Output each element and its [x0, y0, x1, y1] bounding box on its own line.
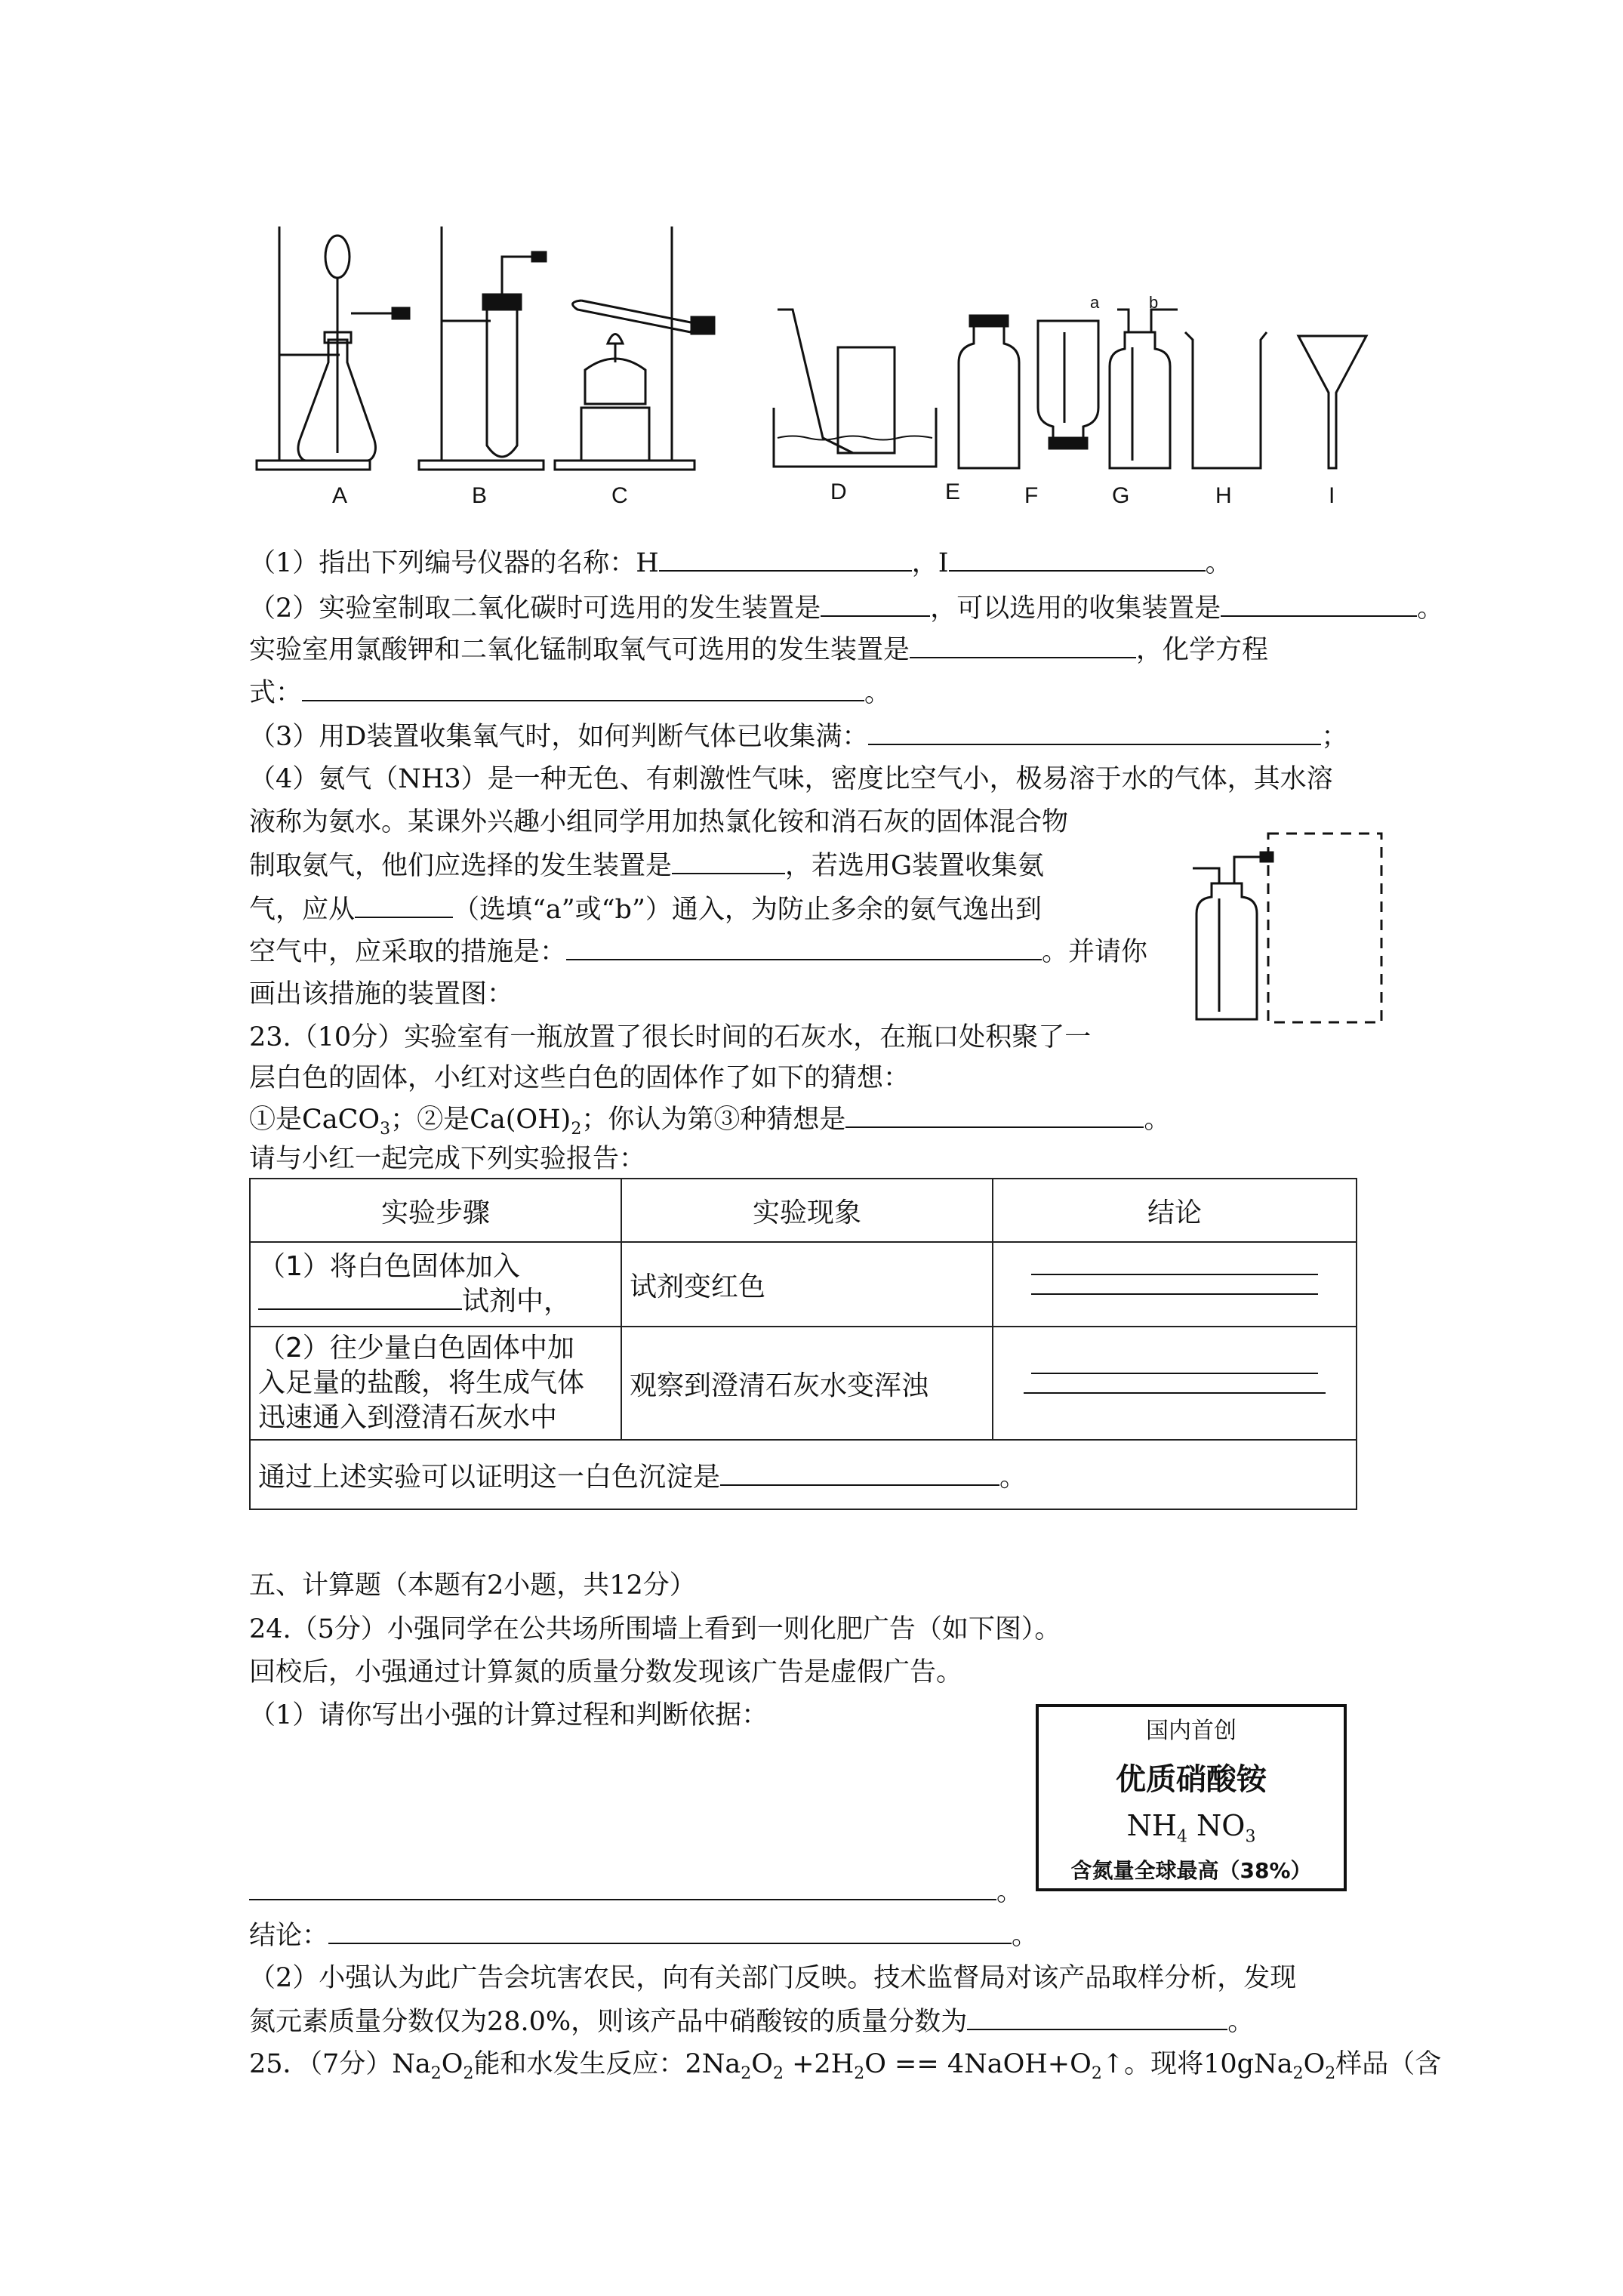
- row2-step: [250, 1327, 621, 1440]
- apparatus-label-g: G: [1112, 483, 1130, 508]
- q4b-line: 液称为氨水。某课外兴趣小组同学用加热氯化铵和消石灰的固体混合物: [249, 807, 1069, 837]
- header-conclusion: 结论: [993, 1179, 1357, 1242]
- conclusion-end: 。: [999, 1461, 1027, 1493]
- apparatus-b-drawing: [419, 227, 546, 470]
- apparatus-c-drawing: [555, 227, 714, 470]
- q25-line: 25．（7分）$Na_2O_2$能和水发生反应：$2Na_2O_2 +2H_2O$ == $4NaOH+O_2↑$。现将$10gNa_2O_2$样品（含: [249, 2049, 1442, 2083]
- q24d-line: [249, 1920, 1038, 1951]
- apparatus-label-e: E: [945, 479, 961, 504]
- apparatus-figure: [249, 211, 1397, 513]
- conclusion-cell: [250, 1440, 1357, 1509]
- q2b-text-end: ，化学方程: [1136, 635, 1269, 665]
- q1-blank-h[interactable]: [659, 547, 912, 572]
- q1-text-mid: ，I: [911, 548, 949, 578]
- conclusion-text: 通过上述实验可以证明这一白色沉淀是: [258, 1461, 721, 1493]
- row1-conclusion-blank[interactable]: [993, 1242, 1357, 1327]
- q4c-line: [249, 850, 1044, 881]
- apparatus-label-d: D: [830, 479, 847, 504]
- q23a-line: 23.（10分）实验室有一瓶放置了很长时间的石灰水，在瓶口处积聚了一: [249, 1022, 1092, 1052]
- apparatus-a-drawing: [257, 227, 409, 470]
- q2b-line: [249, 634, 1268, 665]
- row1-step-line1: （1）将白色固体加入: [258, 1251, 520, 1282]
- q24f-text: 氮元素质量分数仅为28.0%，则该产品中硝酸铵的质量分数为: [249, 2007, 968, 2037]
- experiment-report-table: [249, 1178, 1357, 1510]
- q1-blank-i[interactable]: [949, 547, 1206, 572]
- row2-step-line3: 迅速通入到澄清石灰水中: [258, 1402, 558, 1433]
- q4e-text-end: 。并请你: [1042, 937, 1148, 967]
- row2-conclusion-blank[interactable]: [993, 1327, 1357, 1440]
- q3-line: [249, 721, 1347, 752]
- q23c-sub1: 3: [380, 1120, 391, 1139]
- q24d-text-end: 。: [1012, 1921, 1039, 1951]
- g-port-b: b: [1149, 293, 1159, 312]
- g-port-a: a: [1090, 293, 1100, 312]
- apparatus-d-drawing: [774, 310, 936, 467]
- q1-line: [249, 547, 1232, 578]
- conclusion-blank[interactable]: [720, 1462, 999, 1486]
- q3-blank[interactable]: [868, 721, 1321, 745]
- q24f-blank[interactable]: [967, 2006, 1227, 2030]
- q2a-text-mid: ，可以选用的收集装置是: [930, 593, 1221, 624]
- q23c-text1: ①是CaCO: [249, 1105, 380, 1135]
- q24d-blank[interactable]: [328, 1920, 1012, 1944]
- q2c-blank-equation[interactable]: [302, 677, 864, 701]
- q4c-text: 制取氨气，他们应选择的发生装置是: [249, 851, 673, 881]
- apparatus-f-drawing: [1038, 321, 1098, 448]
- row1-reagent-blank[interactable]: [258, 1286, 462, 1310]
- q2c-line: [249, 677, 891, 708]
- q1-text: （1）指出下列编号仪器的名称：H: [249, 548, 659, 578]
- apparatus-e-drawing: [959, 316, 1019, 468]
- q24d-text: 结论：: [249, 1921, 329, 1951]
- row2-step-line1: （2）往少量白色固体中加: [258, 1333, 574, 1364]
- ad-formula: $NH_4$ $NO_3$: [1126, 1809, 1256, 1847]
- q4d-blank[interactable]: [355, 894, 453, 918]
- q23c-text3: ；你认为第③种猜想是: [581, 1105, 846, 1135]
- table-header-row: [250, 1179, 1357, 1242]
- apparatus-label-i: I: [1329, 483, 1335, 508]
- q2a-blank-collector[interactable]: [1221, 593, 1417, 617]
- q1-text-end: 。: [1205, 548, 1232, 578]
- ad-line1: 国内首创: [1146, 1718, 1236, 1744]
- q24c-line: （1）请你写出小强的计算过程和判断依据：: [249, 1700, 768, 1730]
- q4e-line: [249, 936, 1147, 967]
- header-phenomenon: 实验现象: [621, 1179, 993, 1242]
- q24-answer-line: [249, 1876, 1023, 1907]
- row1-phenomenon: 试剂变红色: [621, 1242, 993, 1327]
- table-conclusion-row: [250, 1440, 1357, 1509]
- fertilizer-advert: [1036, 1704, 1347, 1891]
- q4e-blank[interactable]: [566, 936, 1042, 960]
- q2c-text: 式：: [249, 678, 303, 708]
- q3-text: （3）用D装置收集氧气时，如何判断气体已收集满：: [249, 722, 869, 752]
- q2a-text-end: 。: [1417, 593, 1444, 624]
- q24a-line: 24.（5分）小强同学在公共场所围墙上看到一则化肥广告（如下图）。: [249, 1614, 1061, 1644]
- q4c-text-end: ，若选用G装置收集氨: [785, 851, 1044, 881]
- q24f-line: [249, 2006, 1254, 2037]
- q23c-line: [249, 1104, 1170, 1145]
- q4d-line: [249, 894, 1042, 925]
- q23c-sub2: 2: [571, 1120, 582, 1139]
- q4f-line: 画出该措施的装置图：: [249, 979, 514, 1009]
- q24b-line: 回校后，小强通过计算氮的质量分数发现该广告是虚假广告。: [249, 1657, 963, 1687]
- ad-line4: 含氮量全球最高（38%）: [1070, 1857, 1312, 1883]
- q23b-line: 层白色的固体，小红对这些白色的固体作了如下的猜想：: [249, 1063, 910, 1093]
- q3-text-end: ；: [1321, 722, 1348, 752]
- q23c-text2: ；②是Ca(OH): [390, 1105, 571, 1135]
- q24-answer-end: 。: [996, 1877, 1024, 1907]
- apparatus-g-drawing: [1110, 310, 1178, 468]
- q24-answer-blank[interactable]: [249, 1876, 996, 1900]
- q4d-text: 气，应从: [249, 895, 356, 925]
- q4d-text-end: （选填“a”或“b”）通入，为防止多余的氨气逸出到: [453, 895, 1042, 925]
- q23c-blank[interactable]: [845, 1104, 1144, 1128]
- table-row: [250, 1327, 1357, 1440]
- section-5-heading: 五、计算题（本题有2小题，共12分）: [249, 1570, 696, 1601]
- q2a-line: [249, 593, 1443, 624]
- apparatus-label-h: H: [1215, 483, 1232, 508]
- drawing-area-box: [1268, 834, 1381, 1022]
- q23d-line: 请与小红一起完成下列实验报告：: [249, 1144, 646, 1174]
- q2a-text: （2）实验室制取二氧化碳时可选用的发生装置是: [249, 593, 821, 624]
- q2b-blank[interactable]: [910, 634, 1136, 658]
- q23c-text-end: 。: [1144, 1105, 1171, 1135]
- q24f-text-end: 。: [1227, 2007, 1255, 2037]
- header-steps: 实验步骤: [250, 1179, 621, 1242]
- q2b-text: 实验室用氯酸钾和二氧化锰制取氧气可选用的发生装置是: [249, 635, 910, 665]
- q4a-line: （4）氨气（NH3）是一种无色、有刺激性气味，密度比空气小，极易溶于水的气体，其水溶: [249, 764, 1333, 794]
- row2-step-line2: 入足量的盐酸，将生成气体: [258, 1367, 585, 1398]
- row1-step-line2: 试剂中，: [462, 1286, 571, 1317]
- table-row: [250, 1242, 1357, 1327]
- q2a-blank-generator[interactable]: [821, 593, 930, 617]
- apparatus-label-f: F: [1024, 483, 1039, 508]
- ammonia-absorber-figure: [1185, 831, 1389, 1027]
- q2c-text-end: 。: [864, 678, 892, 708]
- apparatus-label-c: C: [611, 483, 628, 508]
- q4c-blank[interactable]: [672, 850, 785, 874]
- apparatus-h-drawing: [1185, 332, 1267, 468]
- row2-phenomenon: 观察到澄清石灰水变浑浊: [621, 1327, 993, 1440]
- apparatus-label-b: B: [472, 483, 488, 508]
- apparatus-label-a: A: [332, 483, 348, 508]
- q24e-line: （2）小强认为此广告会坑害农民，向有关部门反映。技术监督局对该产品取样分析，发现: [249, 1963, 1297, 1993]
- apparatus-i-drawing: [1298, 336, 1366, 468]
- ad-line2: 优质硝酸铵: [1116, 1762, 1267, 1797]
- row1-step: [250, 1242, 621, 1327]
- q4e-text: 空气中，应采取的措施是：: [249, 937, 567, 967]
